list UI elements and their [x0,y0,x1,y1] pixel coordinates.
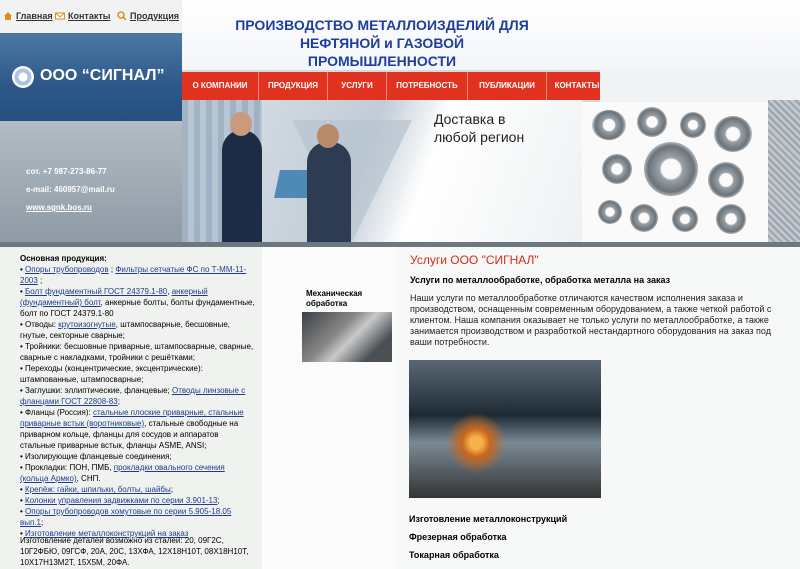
nav-item-needs[interactable]: ПОТРЕБНОСТЬ [387,72,468,100]
product-link[interactable]: Колонки управления задвижками по серии 3.901-13 [25,496,218,505]
product-list-item: • Опоры трубопроводов хомутовые по серии 5.905-18.05 вып.1; [20,507,232,527]
hero-banner [182,100,582,242]
product-list-item: • Изготовление металлоконструкций на заказ [20,529,189,538]
product-link[interactable]: Крепёж: гайки, шпильки, болты, шайбы [25,485,171,494]
product-list-item: • Заглушки: эллиптические, фланцевые; Отводы линзовые с фланцами ГОСТ 22808-83; [20,386,246,406]
home-icon [3,11,13,21]
product-list-item: • Прокладки: ПОН, ПМБ, прокладки овального сечения (кольца Армко), СНП. [20,463,225,483]
contact-phone: сот. +7 987-273-86-77 [26,167,107,176]
product-list-item: • Колонки управления задвижками по серии 3.901-13; [20,496,220,505]
product-link[interactable]: стальные плоские приварные, стальные приварные встык (воротниковые) [20,408,244,428]
logo-disc-icon [12,66,34,88]
product-link[interactable]: анкерный (фундаментный) болт [20,287,208,307]
contact-site-link[interactable]: www.sgnk.bos.ru [26,203,92,212]
top-link-products[interactable] [117,11,179,21]
product-list-item: • Тройники: бесшовные приварные, штампосварные, сварные, сварные с накладками, тройники с решётками; [20,342,254,362]
service-link-turning[interactable]: Токарная обработка [409,550,499,560]
site-title [232,16,532,70]
machining-block [262,247,397,569]
services-title: Услуги ООО "СИГНАЛ" [410,253,539,267]
service-link-milling[interactable]: Фрезерная обработка [409,532,507,542]
services-content [397,247,800,569]
products-list [20,253,255,539]
product-list-item: • Опоры трубопроводов ; Фильтры сетчатые ФС по Т-ММ-11-2003 ; [20,265,247,285]
woman-figure-image [222,130,262,242]
products-heading: Основная продукция: [20,254,107,263]
nav-item-products[interactable]: ПРОДУКЦИЯ [259,72,328,100]
nav-item-contacts[interactable]: КОНТАКТЫ [554,81,600,90]
product-list-item: • Болт фундаментный ГОСТ 24379.1-80, анкерный (фундаментный) болт, анкерные болты, болты фундаментные, болт по ГОСТ 24379.1-80 [20,287,255,318]
service-link-fabrication[interactable]: Изготовление металлоконструкций [409,514,568,524]
product-link[interactable]: Опоры трубопроводов [25,265,109,274]
header-right-filler [600,70,800,102]
logo[interactable] [0,33,182,121]
company-name: ООО “СИГНАЛ” [40,67,165,84]
fittings-image [582,102,768,242]
services-subtitle: Услуги по металлообработке, обработка металла на заказ [410,275,671,285]
top-links-bar [0,0,182,34]
nav-item-services[interactable]: УСЛУГИ [328,72,387,100]
main-nav [182,72,600,100]
metalwork-photo [409,360,601,498]
products-sidebar [0,247,263,569]
man-figure-image [307,142,351,242]
product-list-item: • Изолирующие фланцевые соединения; [20,452,172,461]
machining-caption [306,289,386,309]
mail-icon [55,11,65,21]
services-description: Наши услуги по металлообработке отличаются качеством исполнения заказа и производством, оснащенным современным оборудованием, а также четкой работой с клиентом. Наша компания оказывает не только услуги по металлообработке, а также занимается производством и разработкой нестандартного оборудования на заказ под ваши потребности. [410,293,772,347]
product-link[interactable]: крутоизогнутые [58,320,116,329]
top-link-products-label: Продукция [130,11,179,21]
product-link[interactable]: Фильтры сетчатые ФС по Т-ММ-11-2003 [20,265,247,285]
delivery-line1: Доставка в [434,111,506,127]
product-link[interactable]: прокладки овального сечения (кольца Армко) [20,463,225,483]
top-link-home[interactable] [3,11,53,21]
contact-email: e-mail: 460957@mail.ru [26,185,115,194]
site-title-line2: НЕФТЯНОЙ и ГАЗОВОЙ ПРОМЫШЛЕННОСТИ [299,35,465,69]
product-list-item: • Фланцы (Россия): стальные плоские приварные, стальные приварные встык (воротниковые), стальные свободные на приварном кольце, фланцы для сосудов и аппаратов стальные приварные встык, фланцы ASME, ANSI; [20,408,244,450]
delivery-text [434,110,524,146]
product-link[interactable]: Болт фундаментный ГОСТ 24379.1-80 [25,287,168,296]
product-link[interactable]: Отводы линзовые с фланцами ГОСТ 22808-83 [20,386,246,406]
nav-item-publications[interactable]: ПУБЛИКАЦИИ [468,72,547,100]
site-title-line1: ПРОИЗВОДСТВО МЕТАЛЛОИЗДЕЛИЙ ДЛЯ [235,17,529,33]
machining-image[interactable] [302,312,392,362]
top-link-contacts[interactable] [55,11,110,21]
top-link-home-label: Главная [16,11,53,21]
steel-grades-note: Изготовление деталей возможно из сталей: 20, 09Г2С, 10Г2ФБЮ, 09ГСФ, 20А, 20С, 13ХФА, 12Х18Н10Т, 08Х18Н10Т, 10Х17Н13М2Т, 15Х5М, 20ФА. [20,536,249,567]
delivery-line2: любой регион [434,129,525,145]
contacts-panel [0,121,182,242]
product-link[interactable]: Изготовление металлоконструкций на заказ [25,529,189,538]
machining-caption-line2: обработка [306,299,348,308]
product-list-item: • Переходы (концентрические, эксцентрические): штампованные, штампосварные; [20,364,203,384]
top-link-contacts-label: Контакты [68,11,111,21]
product-list-item: • Отводы: крутоизогнутые, штампосварные, бесшовные, гнутые, секторные сварные; [20,320,230,340]
machining-caption-line1: Механическая [306,289,363,298]
nav-item-about[interactable]: О КОМПАНИИ [182,72,259,100]
product-link[interactable]: Опоры трубопроводов хомутовые по серии 5.905-18.05 вып.1 [20,507,232,527]
site-header [182,0,800,70]
product-list-item: • Крепёж: гайки, шпильки, болты, шайбы; [20,485,173,494]
decorative-strip [768,100,800,244]
search-icon [117,11,127,21]
